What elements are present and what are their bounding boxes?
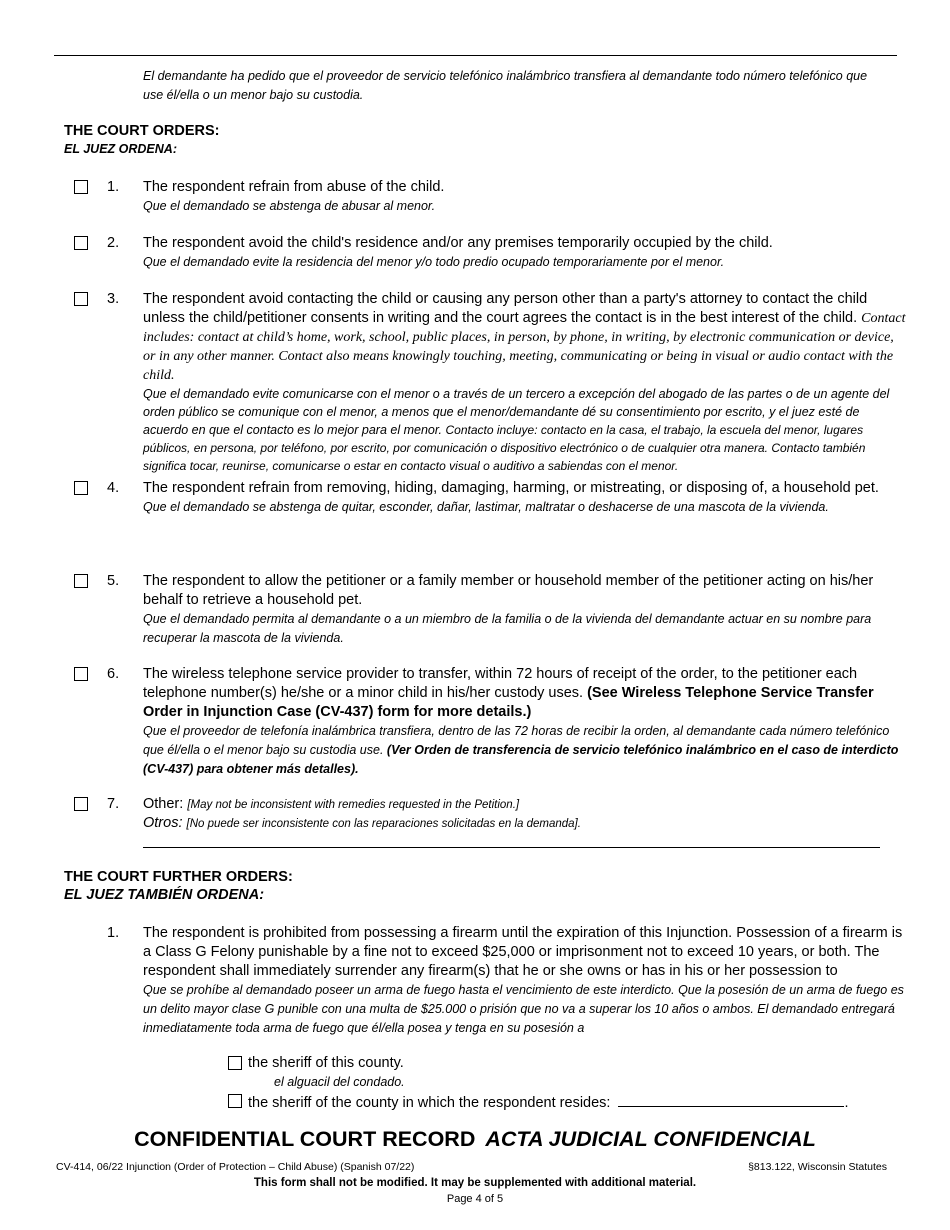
court-orders-title-es: EL JUEZ ORDENA:: [64, 142, 177, 156]
modification-notice: This form shall not be modified. It may be supplemented with additional material.: [253, 1177, 697, 1189]
further-orders-title: [64, 868, 293, 904]
order-2-number: 2.: [107, 235, 120, 251]
order-3-number: 3.: [107, 291, 120, 307]
order-7-note-es: [No puede ser inconsistente con las reparaciones solicitadas en la demanda].: [186, 818, 581, 830]
sheriff-this-county-label-es: el alguacil del condado.: [274, 1075, 405, 1089]
further-order-1-text-es: Que se prohíbe al demandado poseer un arma de fuego hasta el vencimiento de este interdicto. Que la posesión de un arma de fuego es un delito mayor clase G punible con una multa de $25.000 o prisión que no va a superar los 10 años o ambos. El demandado entregará inmediatamente toda arma de fuego que él/ella posea y tenga en su posesión a: [143, 983, 904, 1035]
order-2-checkbox[interactable]: [74, 236, 88, 250]
order-5-checkbox[interactable]: [74, 574, 88, 588]
order-6-text-en: The wireless telephone service provider to transfer, within 72 hours of receipt of the order, to the petitioner each telephone number(s) he/she or a minor child in his/her custody uses.: [143, 666, 858, 701]
order-4-number: 4.: [107, 480, 120, 496]
order-3: [143, 290, 908, 475]
order-7-number: 7.: [107, 796, 120, 812]
order-7-label-es: Otros:: [143, 815, 183, 831]
court-orders-title-en: THE COURT ORDERS:: [64, 123, 220, 139]
order-2-text-es: Que el demandado evite la residencia del menor y/o todo predio ocupado temporariamente por el menor.: [143, 255, 725, 269]
order-5: [143, 572, 908, 648]
order-1-text-en: The respondent refrain from abuse of the child.: [143, 179, 445, 195]
order-6-reference-es: (Ver Orden de transferencia de servicio telefónico inalámbrico en el caso de interdicto (CV-437) para obtener más detalles).: [143, 743, 899, 776]
sheriff-this-county-label: the sheriff of this county.: [248, 1055, 404, 1071]
order-5-text-es: Que el demandado permita al demandante o a un miembro de la familia o de la vivienda del demandante actuar en su nombre para recuperar la mascota de la vivienda.: [143, 612, 872, 645]
order-3-detail-en: Contact includes: contact at child’s home, work, school, public places, in person, by phone, in writing, by electronic communication or device, or in any other manner. Contact also means knowingly touching, meeting, communicating or being in visual or audio contact with the child.: [143, 311, 906, 383]
sheriff-this-county-checkbox[interactable]: [228, 1056, 242, 1070]
form-id: CV-414, 06/22 Injunction (Order of Protection – Child Abuse) (Spanish 07/22): [56, 1161, 415, 1173]
order-3-text-es: Que el demandado evite comunicarse con el menor o a través de un tercero a excepción del abogado de las partes o de un agente del orden público se comunique con el menor, a menos que el menor/demandante dé su consentimiento por escrito, y el juez esté de acuerdo en que el contacto es lo mejor para el menor.: [143, 387, 890, 437]
sheriff-resident-county-label: the sheriff of the county in which the respondent resides:: [248, 1095, 611, 1111]
order-1: [143, 178, 908, 216]
confidential-banner: [0, 1127, 950, 1152]
order-7-note-en: [May not be inconsistent with remedies requested in the Petition.]: [187, 799, 520, 811]
page-number: Page 4 of 5: [446, 1193, 504, 1205]
order-6-text-es: Que el proveedor de telefonía inalámbrica transfiera, dentro de las 72 horas de recibir la orden, al demandante cada número telefónico que él/ella o el menor bajo su custodia use.: [143, 724, 890, 757]
top-divider: [54, 55, 897, 56]
order-7-fill-line[interactable]: [143, 847, 880, 848]
statute-reference: §813.122, Wisconsin Statutes: [748, 1161, 887, 1173]
order-3-checkbox[interactable]: [74, 292, 88, 306]
order-4: [143, 479, 908, 517]
further-orders-title-en: THE COURT FURTHER ORDERS:: [64, 869, 293, 885]
order-4-text-en: The respondent refrain from removing, hiding, damaging, harming, or mistreating, or disposing of, a household pet.: [143, 480, 879, 496]
order-4-text-es: Que el demandado se abstenga de quitar, esconder, dañar, lastimar, maltratar o deshacerse de una mascota de la vivienda.: [143, 500, 829, 514]
confidential-banner-en: CONFIDENTIAL COURT RECORD: [134, 1127, 476, 1151]
order-1-checkbox[interactable]: [74, 180, 88, 194]
order-7: [143, 795, 908, 833]
order-5-number: 5.: [107, 573, 120, 589]
further-order-1: [143, 924, 908, 1038]
order-3-detail-es: Contacto incluye: contacto en la casa, el trabajo, la escuela del menor, lugares públicos, en persona, por teléfono, por escrito, por comunicación o dispositivo electrónico o de cualquier otra manera. Contacto también significa tocar, reunirse, comunicarse o estar en contacto visual o auditivo a sabiendas con el menor.: [143, 423, 866, 473]
confidential-banner-es: ACTA JUDICIAL CONFIDENCIAL: [485, 1127, 816, 1151]
intro-paragraph-es: El demandante ha pedido que el proveedor de servicio telefónico inalámbrico transfiera al demandante todo número telefónico que use él/ella o un menor bajo su custodia.: [143, 69, 868, 102]
court-orders-title: [64, 122, 219, 159]
sheriff-resident-county: [248, 1092, 848, 1113]
sheriff-resident-county-checkbox[interactable]: [228, 1094, 242, 1108]
order-3-text-en: The respondent avoid contacting the child or causing any person other than a party's attorney to contact the child unless the child/petitioner consents in writing and the court agrees the contact is in the best interest of the child.: [143, 291, 868, 326]
order-2: [143, 234, 908, 272]
further-orders-title-es: EL JUEZ TAMBIÉN ORDENA:: [64, 887, 265, 903]
county-name-field[interactable]: [618, 1092, 844, 1107]
order-7-checkbox[interactable]: [74, 797, 88, 811]
order-1-text-es: Que el demandado se abstenga de abusar al menor.: [143, 199, 436, 213]
order-6-number: 6.: [107, 666, 120, 682]
order-6-checkbox[interactable]: [74, 667, 88, 681]
order-2-text-en: The respondent avoid the child's residence and/or any premises temporarily occupied by the child.: [143, 235, 773, 251]
order-7-label-en: Other:: [143, 796, 184, 812]
order-4-checkbox[interactable]: [74, 481, 88, 495]
order-6: [143, 665, 908, 779]
order-1-number: 1.: [107, 179, 120, 195]
county-line-end: .: [844, 1095, 849, 1111]
further-order-1-text-en: The respondent is prohibited from possessing a firearm until the expiration of this Injunction. Possession of a firearm is a Class G Felony punishable by a fine not to exceed $25,000 or imprisonment not to exceed 10 years, or both. The respondent shall immediately surrender any firearm(s) that he or she owns or has in his or her possession to: [143, 925, 903, 979]
further-order-1-number: 1.: [107, 925, 120, 941]
order-5-text-en: The respondent to allow the petitioner or a family member or household member of the petitioner acting on his/her behalf to retrieve a household pet.: [143, 573, 874, 608]
order-6-reference-en: (See Wireless Telephone Service Transfer Order in Injunction Case (CV-437) form for more details.): [143, 685, 874, 720]
